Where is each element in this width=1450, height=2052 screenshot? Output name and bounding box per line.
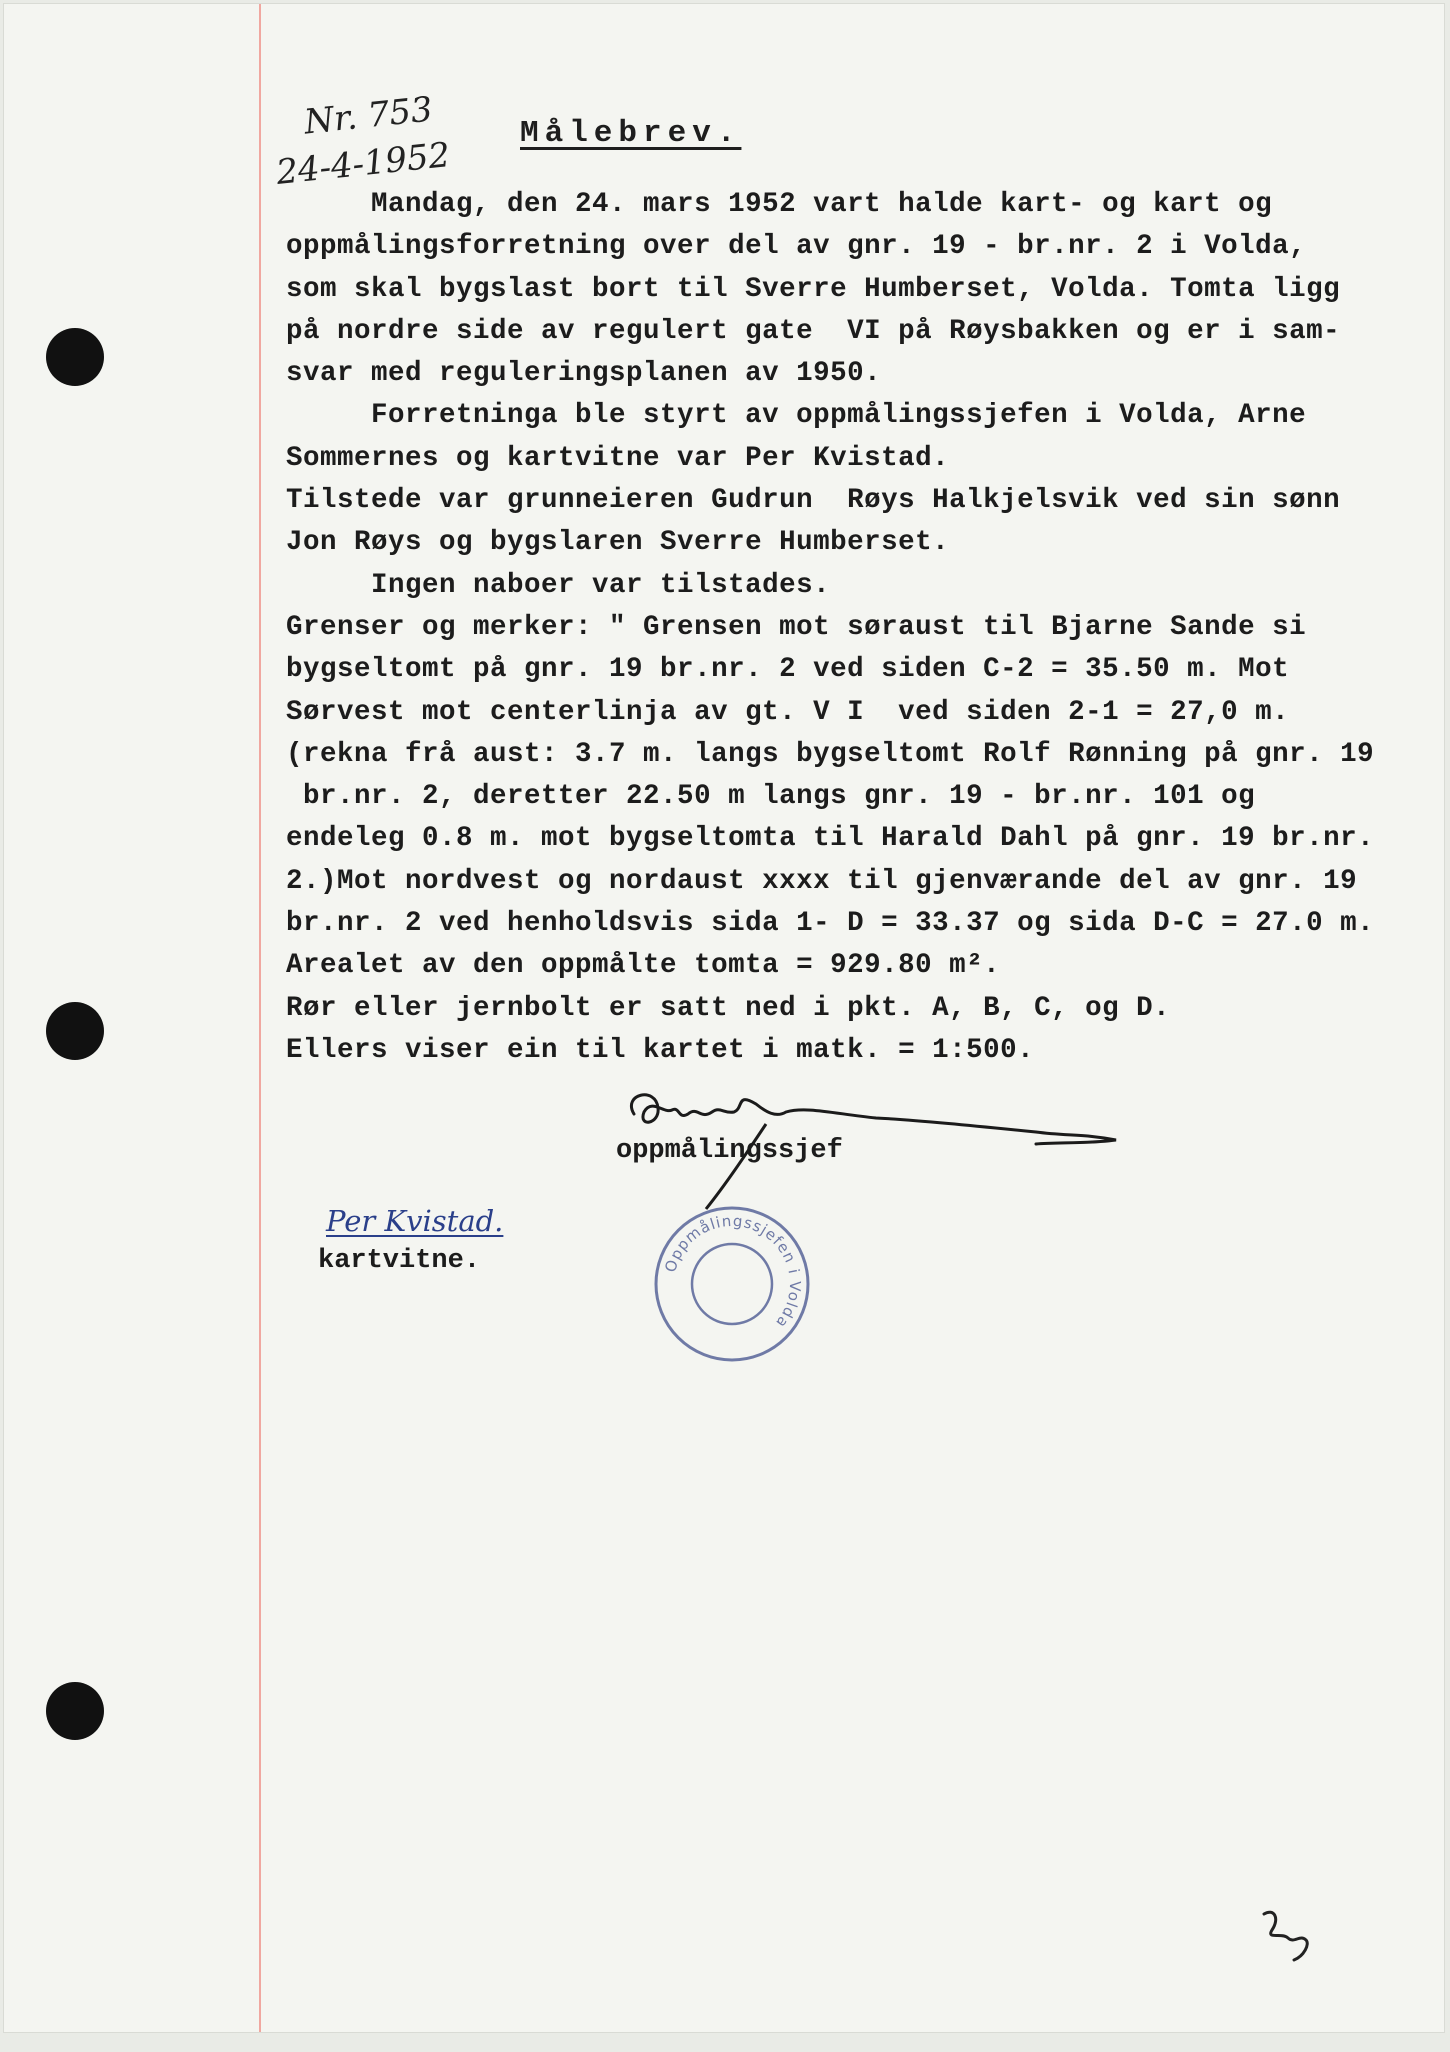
witness-signature: Per Kvistad. [326,1204,504,1238]
body-line: på nordre side av regulert gate VI på Røysbakken og er i sam- [286,315,1341,347]
body-line: Tilstede var grunneieren Gudrun Røys Halkjelsvik ved sin sønn [286,485,1341,517]
body-line: br.nr. 2 ved henholdsvis sida 1- D = 33.37 og sida D-C = 27.0 m. [286,908,1375,940]
witness-title: kartvitne. [318,1246,481,1276]
body-line: Grenser og merker: " Grensen mot søraust til Bjarne Sande si [286,611,1307,643]
body-line: Jon Røys og bygslaren Sverre Humberset. [286,527,950,559]
punch-hole [46,328,104,386]
punch-hole [46,1682,104,1740]
handwritten-reference-date: 24-4-1952 [274,134,453,194]
svg-text:Oppmålingssjefen i Volda: Oppmålingssjefen i Volda [661,1211,805,1332]
body-line: Ingen naboer var tilstades. [286,569,831,601]
body-line: Mandag, den 24. mars 1952 vart halde kart- og kart og [286,189,1273,220]
official-stamp [652,1204,812,1364]
body-line: Ellers viser ein til kartet i matk. = 1:500. [286,1034,1035,1066]
body-line: Sørvest mot centerlinja av gt. V I ved siden 2-1 = 27,0 m. [286,696,1290,728]
margin-rule [259,4,261,2032]
handwritten-initial [1254,1904,1324,1964]
document-title: Målebrev. [520,116,742,151]
document-body [286,184,1426,1072]
body-line: som skal bygslast bort til Sverre Humberset, Volda. Tomta ligg [286,273,1341,305]
body-line: Forretninga ble styrt av oppmålingssjefen i Volda, Arne [286,400,1307,432]
body-line: bygseltomt på gnr. 19 br.nr. 2 ved siden C-2 = 35.50 m. Mot [286,654,1290,686]
body-line: Arealet av den oppmålte tomta = 929.80 m². [286,950,1001,982]
handwritten-reference-number: Nr. 753 [302,89,435,143]
body-line: 2.)Mot nordvest og nordaust xxxx til gjenværande del av gnr. 19 [286,865,1358,897]
body-line: endeleg 0.8 m. mot bygseltomta til Harald Dahl på gnr. 19 br.nr. [286,823,1375,855]
body-line: br.nr. 2, deretter 22.50 m langs gnr. 19 - br.nr. 101 og [286,781,1256,813]
body-line: oppmålingsforretning over del av gnr. 19 - br.nr. 2 i Volda, [286,231,1307,263]
signature-title: oppmålingssjef [616,1136,843,1166]
body-line: Sommernes og kartvitne var Per Kvistad. [286,442,950,474]
body-line: svar med reguleringsplanen av 1950. [286,358,882,390]
document-page [4,4,1444,2032]
punch-hole [46,1002,104,1060]
body-line: Rør eller jernbolt er satt ned i pkt. A, B, C, og D. [286,992,1171,1024]
body-line: (rekna frå aust: 3.7 m. langs bygseltomt Rolf Rønning på gnr. 19 [286,738,1375,770]
